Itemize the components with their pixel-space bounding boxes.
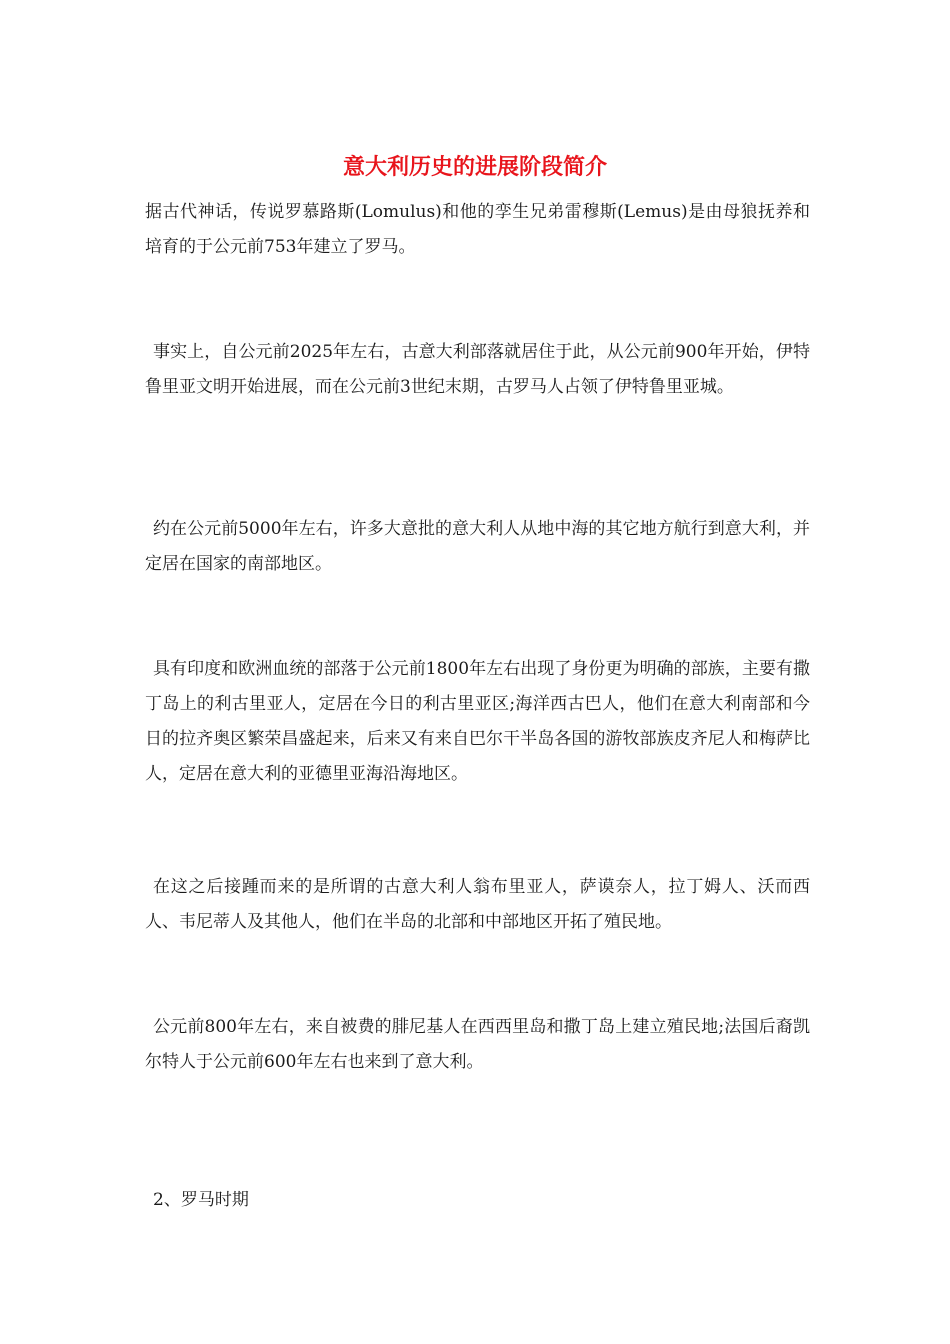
paragraph-italic-peoples: 在这之后接踵而来的是所谓的古意大利人翁布里亚人，萨谟奈人，拉丁姆人、沃而西人、韦尼蒂人及其他人，他们在半岛的北部和中部地区开拓了殖民地。 [145,877,810,932]
document-title: 意大利历史的进展阶段简介 [342,154,607,180]
section-heading-roman-period: 2、罗马时期 [153,1190,249,1210]
paragraph-early-tribes: 事实上，自公元前2025年左右，古意大利部落就居住于此，从公元前900年开始，伊特鲁里亚文明开始进展，而在公元前3世纪末期，古罗马人占领了伊特鲁里亚城。 [145,342,810,397]
paragraph-indo-european-tribes: 具有印度和欧洲血统的部落于公元前1800年左右出现了身份更为明确的部族，主要有撒丁岛上的利古里亚人，定居在今日的利古里亚区;海洋西古巴人，他们在意大利南部和今日的拉齐奥区繁荣昌盛起来，后来又有来自巴尔干半岛各国的游牧部族皮齐尼人和梅萨比人，定居在意大利的亚德里亚海沿海地区。 [145,659,810,784]
paragraph-phoenicians-celts: 公元前800年左右，来自被费的腓尼基人在西西里岛和撒丁岛上建立殖民地;法国后裔凯尔特人于公元前600年左右也来到了意大利。 [145,1017,810,1072]
paragraph-migration: 约在公元前5000年左右，许多大意批的意大利人从地中海的其它地方航行到意大利，并定居在国家的南部地区。 [145,519,810,574]
paragraph-legend: 据古代神话，传说罗慕路斯(Lomulus)和他的孪生兄弟雷穆斯(Lemus)是由母狼抚养和培育的于公元前753年建立了罗马。 [145,202,810,257]
